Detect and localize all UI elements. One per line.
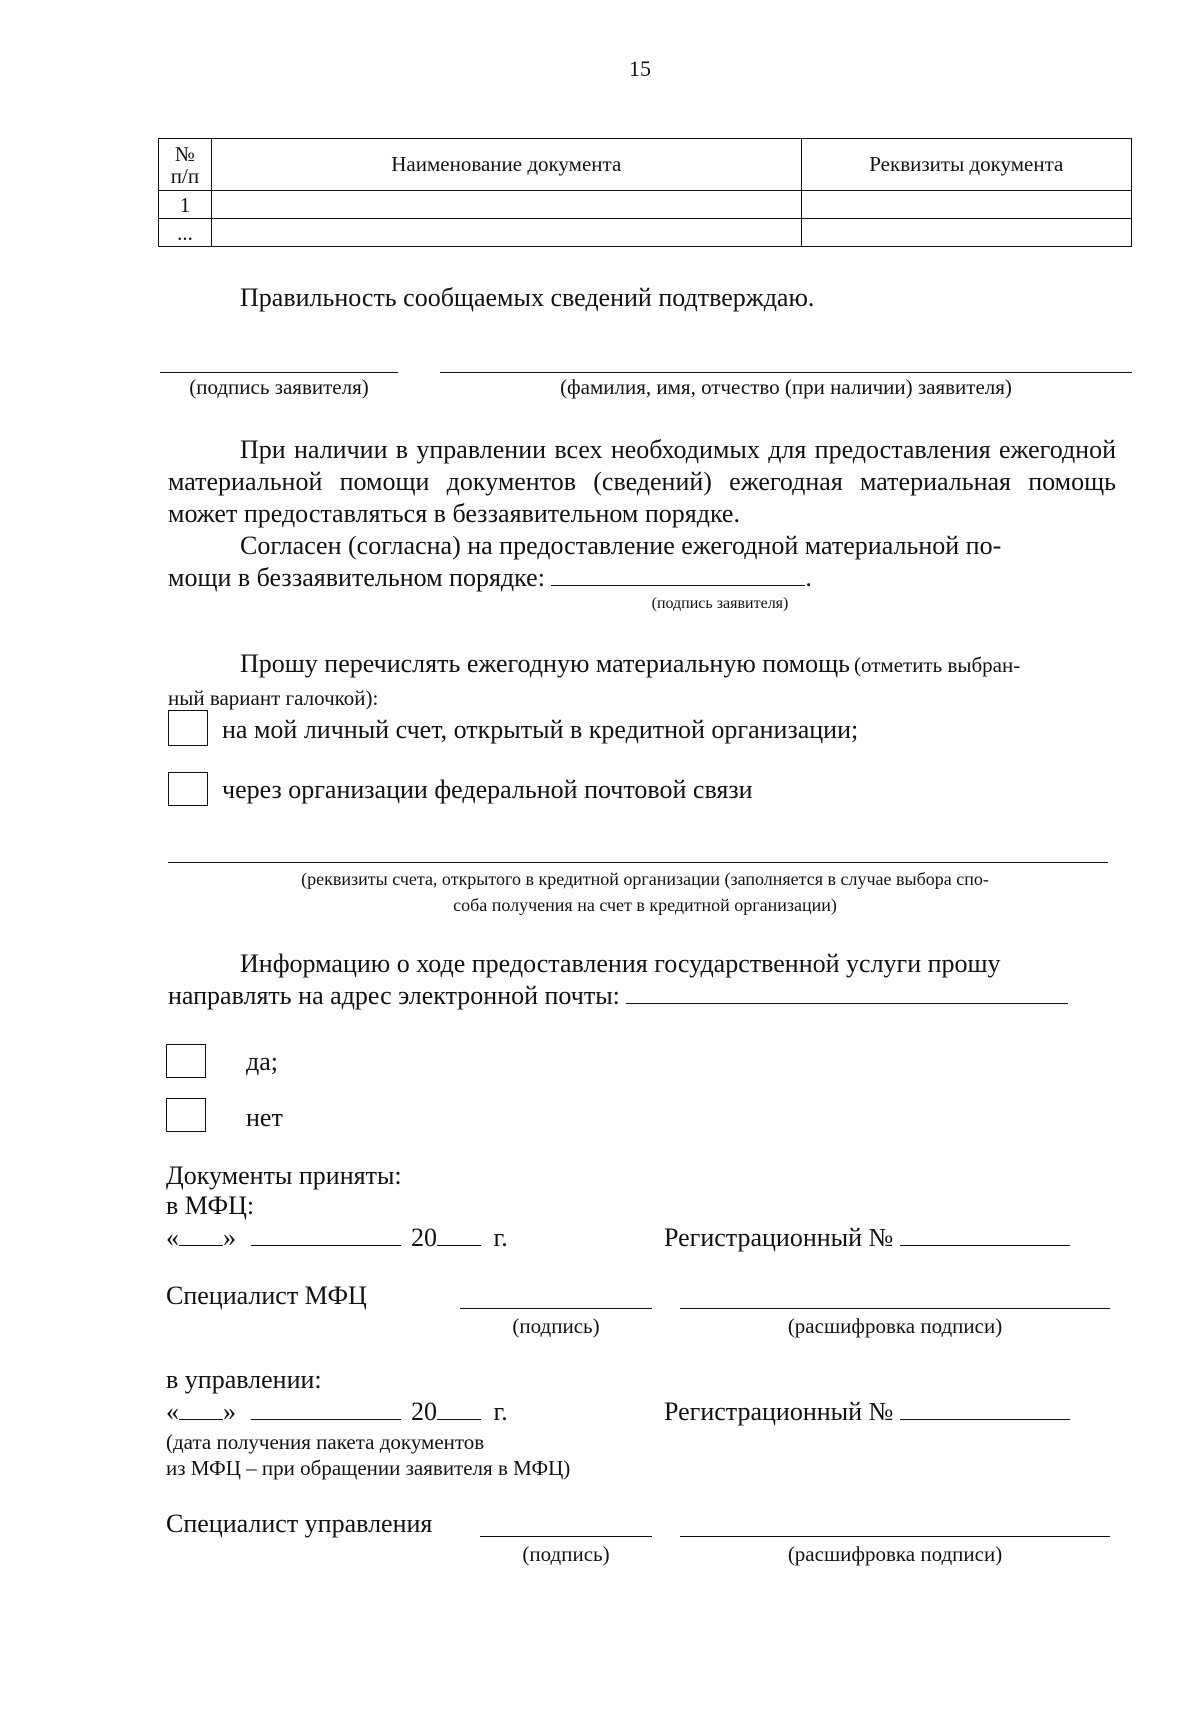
email-line2: направлять на адрес электронной почты: — [168, 981, 620, 1010]
mfc-month-field[interactable] — [251, 1223, 401, 1246]
department-decode-line[interactable] — [680, 1536, 1110, 1537]
without-application-paragraph — [168, 434, 1116, 530]
in-department-label: в управлении: — [166, 1365, 322, 1394]
confirmation-text: Правильность сообщаемых сведений подтверждаю. — [240, 283, 815, 312]
email-address-line[interactable] — [626, 981, 1068, 1004]
email-paragraph — [168, 948, 1116, 980]
table-row — [159, 219, 1132, 247]
row-document-name[interactable] — [211, 191, 801, 219]
consent-paragraph — [168, 530, 1116, 562]
date-close-quote: » — [223, 1223, 236, 1252]
transfer-request — [240, 648, 1020, 680]
year-prefix: 20 — [411, 1397, 437, 1426]
receipt-note-line1: (дата получения пакета документов — [166, 1430, 485, 1454]
consent-line1: Согласен (согласна) на предоставление ежегодной материальной по- — [240, 531, 1002, 560]
option-post-label: через организации федеральной почтовой связи — [222, 775, 753, 804]
mfc-decode-caption: (расшифровка подписи) — [787, 1314, 1003, 1338]
department-date-row — [166, 1396, 508, 1428]
account-caption-line2: соба получения на счет в кредитной организации) — [453, 895, 837, 915]
row-document-name[interactable] — [211, 219, 801, 247]
without-application-text: При наличии в управлении всех необходимых для предоставления ежегодной материальной помощи документов (сведений) ежегодная материальная помощь может предоставляться в беззаявительном порядке. — [168, 435, 1116, 528]
row-document-details[interactable] — [801, 219, 1131, 247]
department-year-field[interactable] — [437, 1397, 481, 1420]
consent-end: . — [805, 563, 812, 592]
transfer-request-note-a: (отметить выбран- — [854, 653, 1021, 677]
mfc-day-field[interactable] — [179, 1223, 223, 1246]
year-prefix: 20 — [411, 1223, 437, 1252]
year-suffix: г. — [493, 1223, 508, 1252]
row-num: ... — [159, 219, 212, 247]
account-details-line[interactable] — [168, 862, 1108, 863]
consent-signature-line[interactable] — [551, 563, 805, 586]
date-close-quote: » — [223, 1397, 236, 1426]
department-sign-caption: (подпись) — [522, 1542, 610, 1566]
reg-number-label: Регистрационный № — [664, 1397, 894, 1426]
mfc-year-field[interactable] — [437, 1223, 481, 1246]
mfc-reg-row — [664, 1222, 1070, 1254]
row-num: 1 — [159, 191, 212, 219]
mfc-date-row — [166, 1222, 508, 1254]
applicant-fio-caption: (фамилия, имя, отчество (при наличии) заявителя) — [560, 375, 1012, 399]
department-reg-row — [664, 1396, 1070, 1428]
transfer-request-main: Прошу перечислять ежегодную материальную помощь — [240, 649, 851, 678]
docs-accepted-label: Документы приняты: — [166, 1161, 402, 1190]
year-suffix: г. — [493, 1397, 508, 1426]
page-number: 15 — [629, 56, 651, 81]
table-row — [159, 191, 1132, 219]
account-caption-line1: (реквизиты счета, открытого в кредитной организации (заполняется в случае выбора спо- — [301, 869, 989, 889]
applicant-signature-caption: (подпись заявителя) — [189, 375, 369, 399]
date-open-quote: « — [166, 1397, 179, 1426]
consent-line2: мощи в беззаявительном порядке: — [168, 563, 545, 592]
mfc-sign-caption: (подпись) — [512, 1314, 600, 1338]
mfc-signature-line[interactable] — [460, 1308, 652, 1309]
department-day-field[interactable] — [179, 1397, 223, 1420]
department-signature-line[interactable] — [480, 1536, 652, 1537]
table-header-row — [159, 139, 1132, 191]
checkbox-post[interactable] — [168, 772, 208, 806]
department-decode-caption: (расшифровка подписи) — [787, 1542, 1003, 1566]
applicant-fio-line[interactable] — [440, 372, 1132, 373]
checkbox-yes[interactable] — [166, 1044, 206, 1078]
email-line2-wrap — [168, 980, 1068, 1012]
department-month-field[interactable] — [251, 1397, 401, 1420]
transfer-request-note-b: ный вариант галочкой): — [168, 686, 379, 710]
department-specialist-label: Специалист управления — [166, 1509, 433, 1538]
receipt-note-line2: из МФЦ – при обращении заявителя в МФЦ) — [166, 1456, 571, 1480]
mfc-decode-line[interactable] — [680, 1308, 1110, 1309]
documents-table — [158, 138, 1132, 247]
checkbox-no[interactable] — [166, 1098, 206, 1132]
mfc-reg-number-field[interactable] — [900, 1223, 1070, 1246]
header-num: № п/п — [159, 139, 212, 191]
in-mfc-label: в МФЦ: — [166, 1191, 255, 1220]
consent-line2-wrap — [168, 562, 812, 594]
reg-number-label: Регистрационный № — [664, 1223, 894, 1252]
consent-signature-caption: (подпись заявителя) — [651, 595, 789, 612]
checkbox-account[interactable] — [168, 710, 208, 746]
mfc-specialist-label: Специалист МФЦ — [166, 1281, 367, 1310]
row-document-details[interactable] — [801, 191, 1131, 219]
header-document-details: Реквизиты документа — [801, 139, 1131, 191]
header-document-name: Наименование документа — [211, 139, 801, 191]
department-reg-number-field[interactable] — [900, 1397, 1070, 1420]
option-yes-label: да; — [246, 1047, 278, 1076]
applicant-signature-line[interactable] — [160, 372, 398, 373]
option-no-label: нет — [246, 1103, 283, 1132]
option-account-label: на мой личный счет, открытый в кредитной организации; — [222, 715, 859, 744]
email-line1: Информацию о ходе предоставления государственной услуги прошу — [240, 949, 1001, 978]
date-open-quote: « — [166, 1223, 179, 1252]
